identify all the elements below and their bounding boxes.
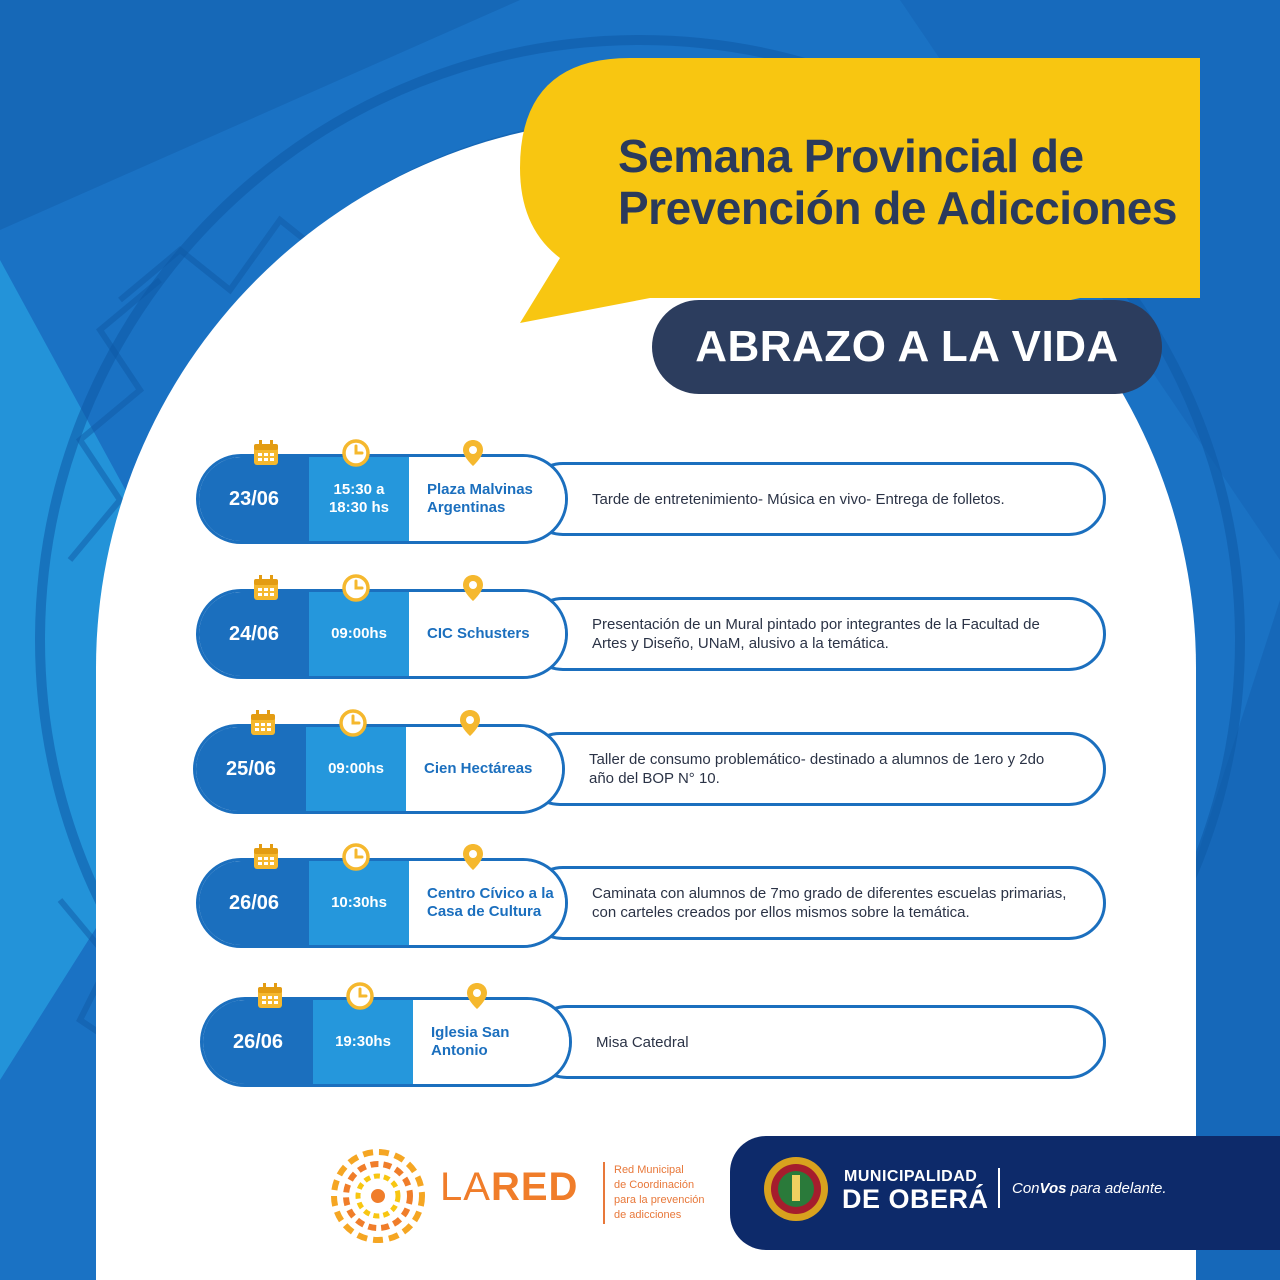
- event-time: 15:30 a 18:30 hs: [309, 457, 409, 541]
- clock-icon: [341, 438, 371, 468]
- event-date: 23/06: [199, 457, 309, 541]
- la-red-logo-icon: [330, 1148, 426, 1244]
- event-row: [0, 732, 1280, 832]
- event-date: 26/06: [203, 1000, 313, 1084]
- event-place: Centro Cívico a la Casa de Cultura: [409, 861, 565, 945]
- event-date: 25/06: [196, 727, 306, 811]
- calendar-icon: [251, 573, 281, 603]
- location-pin-icon: [458, 842, 488, 872]
- event-time: 19:30hs: [313, 1000, 413, 1084]
- location-pin-icon: [458, 573, 488, 603]
- event-description: Caminata con alumnos de 7mo grado de diferentes escuelas primarias, con carteles creados por ellos mismos sobre la temática.: [592, 885, 1067, 921]
- event-row: [0, 597, 1280, 697]
- event-place: Plaza Malvinas Argentinas: [409, 457, 565, 541]
- event-place: Cien Hectáreas: [406, 727, 562, 811]
- subtitle-badge: [652, 300, 1162, 394]
- event-date: 24/06: [199, 592, 309, 676]
- location-pin-icon: [455, 708, 485, 738]
- municipal-seal-icon: [762, 1155, 830, 1223]
- location-pin-icon: [458, 438, 488, 468]
- la-red-wordmark: [440, 1165, 578, 1210]
- event-date: 26/06: [199, 861, 309, 945]
- slogan-suffix: para adelante.: [1066, 1180, 1167, 1197]
- event-description: Taller de consumo problemático- destinado a alumnos de 1ero y 2do año del BOP N° 10.: [589, 751, 1045, 787]
- clock-icon: [341, 573, 371, 603]
- municipality-slogan: [1012, 1180, 1167, 1197]
- event-row: [0, 1005, 1280, 1105]
- subtitle-text: ABRAZO A LA VIDA: [695, 322, 1119, 371]
- municipality-name-line2: DE OBERÁ: [842, 1184, 989, 1214]
- slogan-vos: Vos: [1039, 1180, 1067, 1197]
- la-red-subtitle: Red Municipal de Coordinación para la prevención de adicciones: [614, 1164, 705, 1221]
- event-place: Iglesia San Antonio: [413, 1000, 569, 1084]
- slogan-prefix: Con: [1012, 1180, 1040, 1197]
- event-description: Tarde de entretenimiento- Música en vivo- Entrega de folletos.: [592, 490, 1005, 508]
- event-row: [0, 866, 1280, 966]
- clock-icon: [338, 708, 368, 738]
- municipality-divider: [998, 1168, 1000, 1208]
- calendar-icon: [255, 981, 285, 1011]
- calendar-icon: [248, 708, 278, 738]
- event-time: 09:00hs: [309, 592, 409, 676]
- clock-icon: [341, 842, 371, 872]
- event-description: Presentación de un Mural pintado por integrantes de la Facultad de Artes y Diseño, UNaM, alusivo a la temática.: [592, 616, 1040, 652]
- page-title: Semana Provincial de Prevención de Adicciones: [618, 130, 1177, 234]
- calendar-icon: [251, 842, 281, 872]
- event-row: [0, 462, 1280, 562]
- municipality-name-line1: MUNICIPALIDAD: [844, 1168, 978, 1185]
- calendar-icon: [251, 438, 281, 468]
- location-pin-icon: [462, 981, 492, 1011]
- event-description: Misa Catedral: [596, 1033, 689, 1051]
- la-red-wordmark-la: LA: [440, 1165, 491, 1209]
- event-time: 09:00hs: [306, 727, 406, 811]
- la-red-wordmark-red: RED: [490, 1165, 579, 1209]
- event-place: CIC Schusters: [409, 592, 565, 676]
- clock-icon: [345, 981, 375, 1011]
- la-red-divider: [603, 1162, 605, 1224]
- event-time: 10:30hs: [309, 861, 409, 945]
